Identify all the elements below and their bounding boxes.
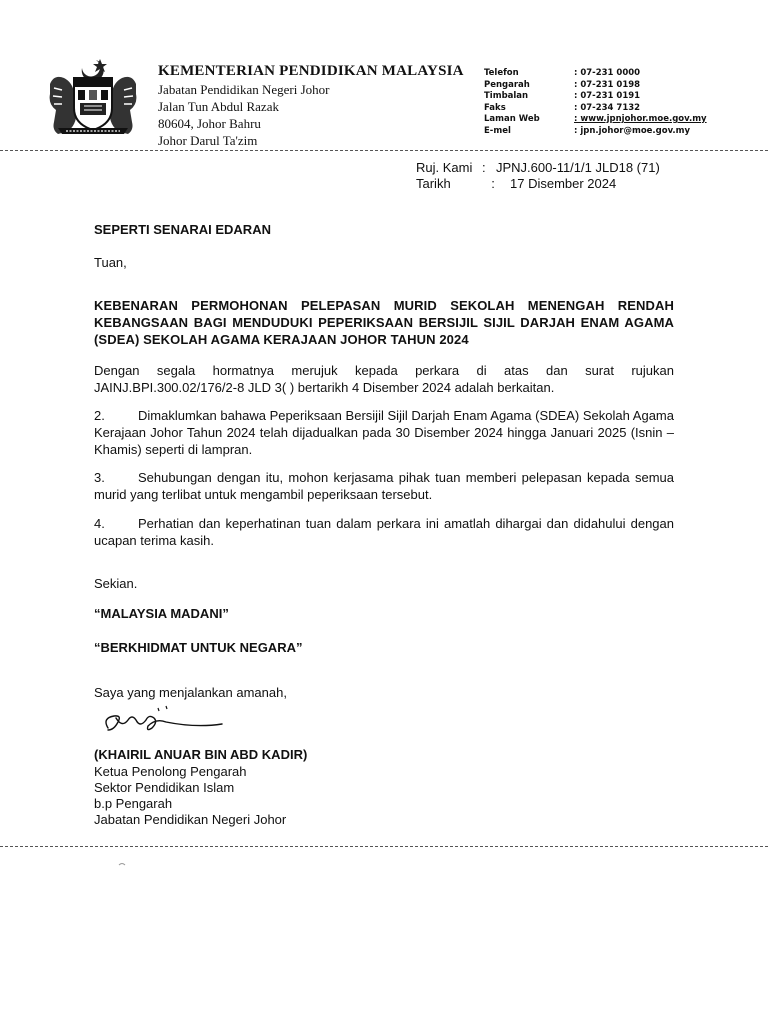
paragraph-text: Sehubungan dengan itu, mohon kerjasama pihak tuan memberi pelepasan kepada semua murid yang terlibat untuk mengambil peperiksaan tersebut.: [94, 470, 674, 502]
paragraph-number: 4.: [94, 516, 105, 531]
header-divider: [0, 150, 768, 151]
contact-value: : 07-234 7132: [574, 102, 641, 113]
handwritten-signature: [94, 700, 244, 746]
sign-intro: Saya yang menjalankan amanah,: [94, 685, 287, 700]
paragraph-2: [94, 407, 674, 458]
salutation: Tuan,: [94, 255, 127, 270]
reference-row: [416, 160, 660, 176]
address-line: 80604, Johor Bahru: [158, 116, 261, 131]
reference-label: Ruj. Kami: [416, 160, 473, 175]
letter-title: KEBENARAN PERMOHONAN PELEPASAN MURID SEKOLAH MENENGAH RENDAH KEBANGSAAN BAGI MENDUDUKI PEPERIKSAAN BERSIJIL SIJIL DARJAH ENAM AGAMA (SDEA) SEKOLAH AGAMA KERAJAAN JOHOR TAHUN 2024: [94, 298, 674, 347]
paragraph-text: Perhatian dan keperhatinan tuan dalam perkara ini amatlah dihargai dan didahului dengan ucapan terima kasih.: [94, 516, 674, 548]
closing: Sekian.: [94, 576, 138, 591]
contact-row-pengarah: [484, 80, 707, 92]
contact-label: Faks: [484, 102, 506, 113]
address-line: Jalan Tun Abdul Razak: [158, 99, 279, 114]
date-value: 17 Disember 2024: [510, 176, 617, 191]
paragraph-number: 2.: [94, 408, 105, 423]
address-line: Jabatan Pendidikan Negeri Johor: [158, 82, 330, 97]
contact-label: Telefon: [484, 68, 519, 78]
signatory-name: (KHAIRIL ANUAR BIN ABD KADIR): [94, 747, 308, 762]
reference-block: [416, 160, 660, 192]
date-colon: :: [491, 176, 495, 191]
coat-of-arms-icon: [44, 56, 142, 142]
contact-row-timbalan: [484, 91, 707, 103]
signatory-behalf: b.p Pengarah: [94, 796, 173, 811]
organization-block: [158, 62, 464, 149]
email-link[interactable]: : jpn.johor@moe.gov.my: [574, 125, 691, 136]
signatory-sector: Sektor Pendidikan Islam: [94, 780, 235, 795]
paragraph-3: [94, 469, 674, 503]
website-link[interactable]: : www.jpnjohor.moe.gov.my: [574, 114, 707, 124]
scan-mark: [118, 860, 126, 868]
contact-label: E-mel: [484, 125, 511, 136]
contact-row-web: [484, 114, 707, 126]
recipient: SEPERTI SENARAI EDARAN: [94, 222, 271, 237]
slogan-berkhidmat: “BERKHIDMAT UNTUK NEGARA”: [94, 640, 303, 655]
signatory-title: Ketua Penolong Pengarah: [94, 764, 247, 779]
reference-value: JPNJ.600-11/1/1 JLD18 (71): [496, 160, 660, 175]
date-row: [416, 176, 660, 192]
contact-value: : 07-231 0198: [574, 79, 641, 90]
paragraph-text: Dimaklumkan bahawa Peperiksaan Bersijil Sijil Darjah Enam Agama (SDEA) Sekolah Agama Kerajaan Johor Tahun 2024 telah dijadualkan pada 30 Disember 2024 hingga Januari 2025 (Isnin – Khamis) seperti di lampran.: [94, 408, 674, 457]
slogan-malaysia-madani: “MALAYSIA MADANI”: [94, 606, 229, 621]
paragraph-number: 3.: [94, 470, 105, 485]
contact-list: [484, 68, 707, 137]
paragraph-4: [94, 515, 674, 549]
contact-label: Laman Web: [484, 114, 540, 124]
footer-divider: [0, 846, 768, 847]
contact-value: : 07-231 0191: [574, 91, 641, 101]
contact-label: Timbalan: [484, 91, 529, 101]
reference-colon: :: [482, 160, 486, 175]
contact-row-telefon: [484, 68, 707, 80]
paragraph-1: Dengan segala hormatnya merujuk kepada perkara di atas dan surat rujukan JAINJ.BPI.300.02/176/2-8 JLD 3( ) bertarikh 4 Disember 2024 adalah berkaitan.: [94, 363, 674, 395]
contact-row-email: [484, 126, 707, 138]
ministry-name: KEMENTERIAN PENDIDIKAN MALAYSIA: [158, 63, 464, 79]
contact-row-faks: [484, 103, 707, 115]
contact-label: Pengarah: [484, 79, 530, 90]
contact-value: : 07-231 0000: [574, 68, 641, 78]
address-line: Johor Darul Ta'zim: [158, 133, 258, 148]
signatory-department: Jabatan Pendidikan Negeri Johor: [94, 812, 287, 827]
date-label: Tarikh: [416, 176, 451, 191]
